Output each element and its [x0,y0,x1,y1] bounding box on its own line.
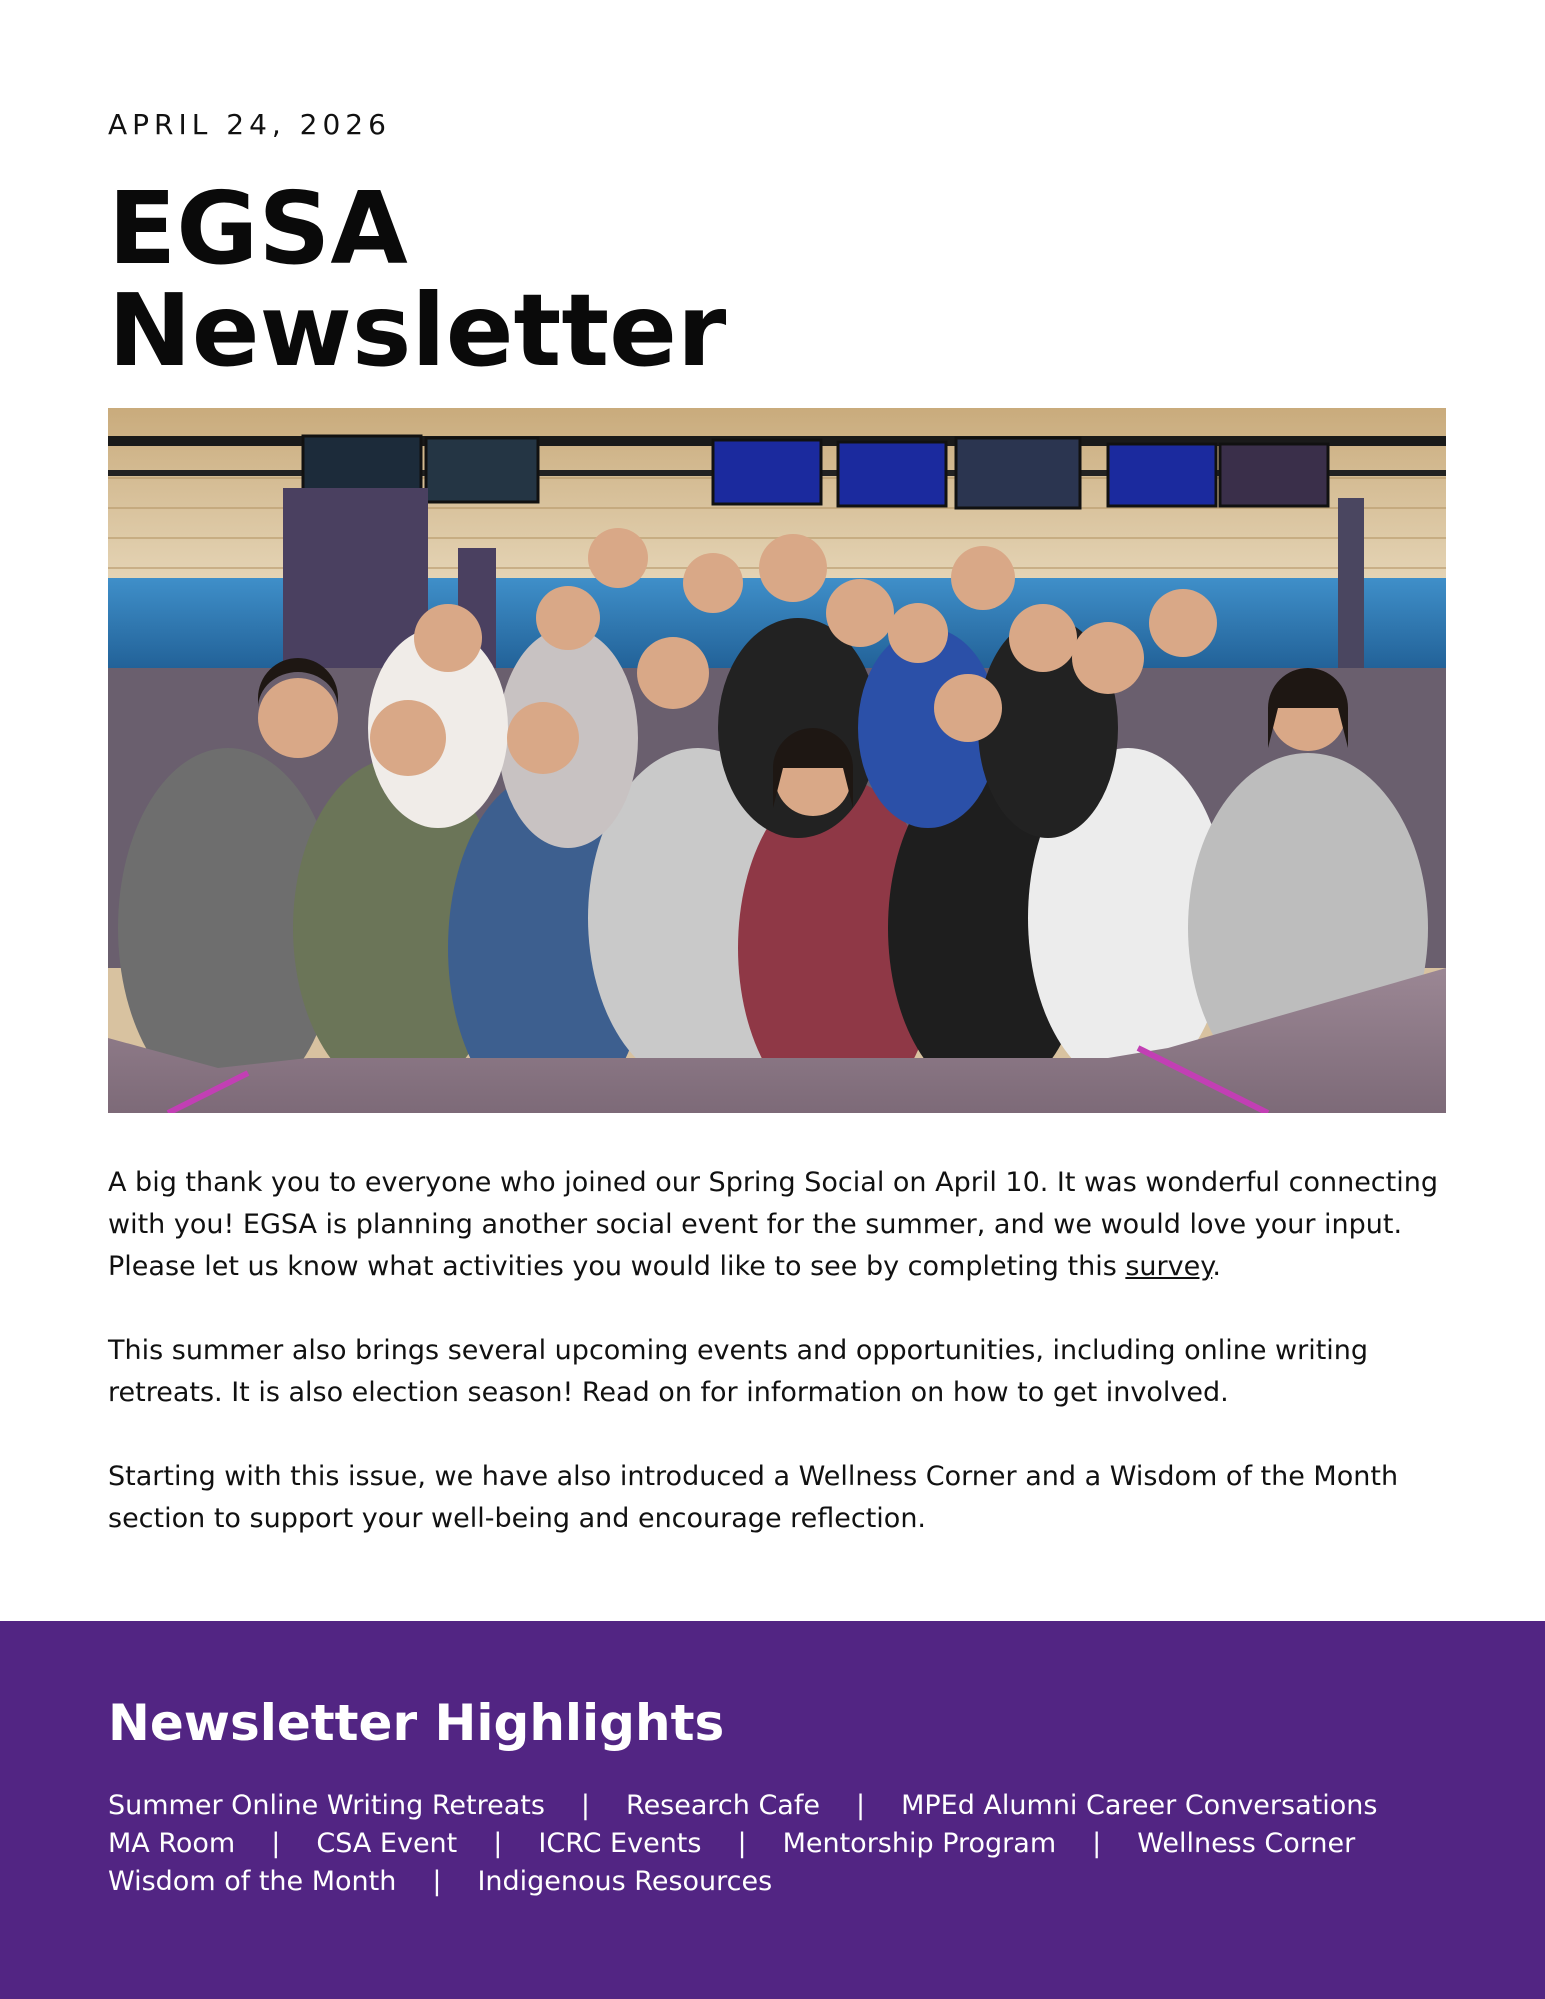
highlight-link-research-cafe[interactable]: Research Cafe [626,1790,820,1821]
intro-paragraph-1: A big thank you to everyone who joined our Spring Social on April 10. It was wonderful connecting with you! EGSA is planning another social event for the summer, and we would love your input. Please let us know what activities you would like to see by completing this survey. [108,1167,1438,1282]
highlight-link-ma-room[interactable]: MA Room [108,1828,236,1859]
highlight-link-mentorship[interactable]: Mentorship Program [782,1828,1057,1859]
highlight-link-wellness-corner[interactable]: Wellness Corner [1137,1828,1356,1859]
highlight-link-indigenous-resources[interactable]: Indigenous Resources [477,1866,773,1897]
separator: | [432,1866,442,1897]
highlights-line-2 [108,1825,1488,1863]
separator: | [271,1828,281,1859]
highlights-line-1 [108,1787,1488,1825]
title-line-1: EGSA [108,170,408,287]
intro-text [108,1162,1448,1582]
separator: | [737,1828,747,1859]
intro-paragraph-3: Starting with this issue, we have also introduced a Wellness Corner and a Wisdom of the Month section to support your well-being and encourage reflection. [108,1461,1399,1534]
newsletter-highlights-section [0,1621,1545,1999]
highlights-heading: Newsletter Highlights [108,1694,725,1752]
survey-link[interactable]: survey [1125,1251,1213,1282]
highlight-link-wisdom[interactable]: Wisdom of the Month [108,1866,397,1897]
intro-paragraph-2: This summer also brings several upcoming events and opportunities, including online writing retreats. It is also election season! Read on for information on how to get involved. [108,1335,1369,1408]
separator: | [855,1790,866,1821]
highlight-link-writing-retreats[interactable]: Summer Online Writing Retreats [108,1790,545,1821]
title-line-2: Newsletter [108,272,727,389]
highlight-link-csa-event[interactable]: CSA Event [316,1828,458,1859]
group-photo [108,408,1446,1113]
highlights-line-3 [108,1863,1488,1901]
separator: | [580,1790,591,1821]
separator: | [493,1828,503,1859]
separator: | [1092,1828,1102,1859]
highlight-link-mped-alumni[interactable]: MPEd Alumni Career Conversations [901,1790,1378,1821]
page-title [108,170,727,389]
highlights-links [108,1787,1488,1901]
highlight-link-icrc-events[interactable]: ICRC Events [538,1828,702,1859]
issue-date: APRIL 24, 2026 [108,108,391,141]
